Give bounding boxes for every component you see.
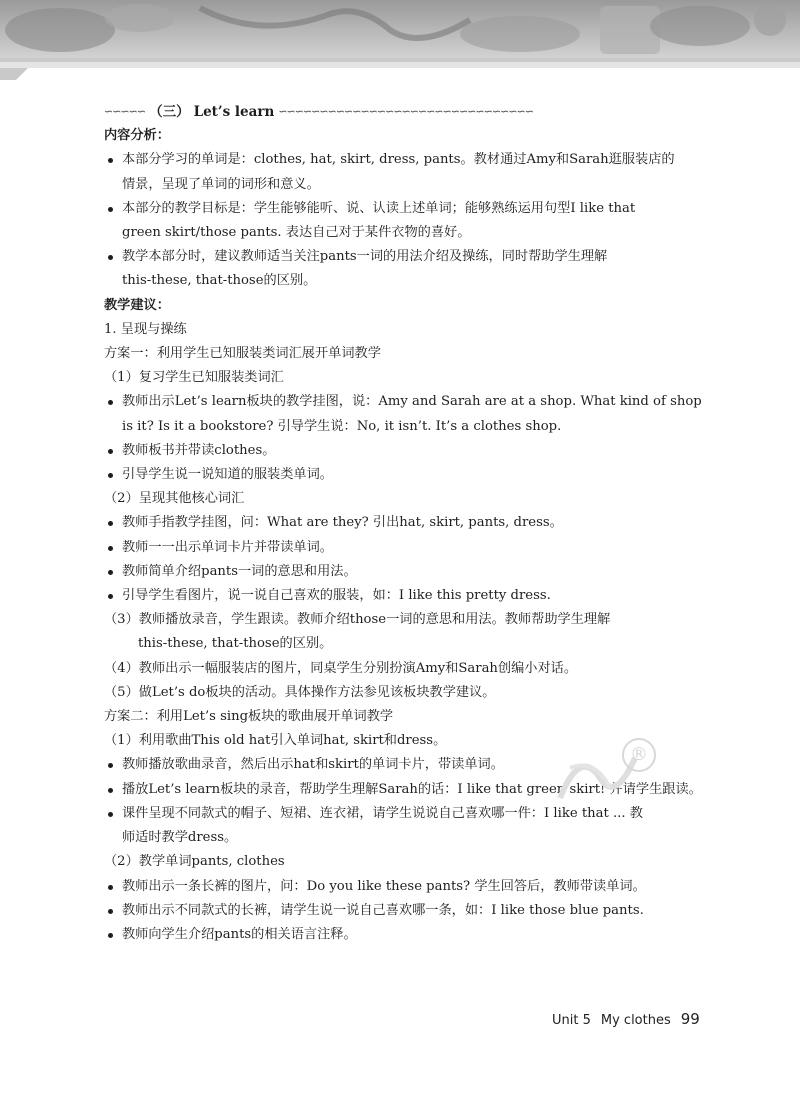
analysis-bullet: 本部分学习的单词是：clothes, hat, skirt, dress, pants。教材通过Amy和Sarah逛服装店的 情景，呈现了单词的词形和意义。 (104, 148, 724, 196)
plan2-step2-bullet: 教师出示不同款式的长裤，请学生说一说自己喜欢哪一条，如：I like those blue pants. (104, 899, 724, 923)
teaching-heading: 教学建议： (104, 297, 170, 313)
plan1-title: 方案一：利用学生已知服装类词汇展开单词教学 (104, 346, 381, 362)
analysis-bullet: 本部分的教学目标是：学生能够能听、说、认读上述单词；能够熟练运用句型I like that green skirt/those pants. 表达自己对于某件衣物的喜好。 (104, 197, 724, 245)
section-heading (104, 100, 724, 124)
footer-unit: Unit 5 (552, 1013, 591, 1028)
registered-mark: ® (622, 738, 656, 772)
plan1-step4: （4）教师出示一幅服装店的图片，同桌学生分别扮演Amy和Sarah创编小对话。 (104, 660, 578, 676)
plan2-step1-bullet: 课件呈现不同款式的帽子、短裙、连衣裙，请学生说说自己喜欢哪一件：I like that ... 教 师适时教学dress。 (104, 802, 724, 850)
plan1-step1-bullet: 引导学生说一说知道的服装类单词。 (104, 463, 724, 487)
plan1-step2-bullet: 教师一一出示单词卡片并带读单词。 (104, 536, 724, 560)
plan1-step5: （5）做Let’s do板块的活动。具体操作方法参见该板块教学建议。 (104, 684, 496, 700)
header-banner-illustration (0, 0, 800, 86)
plan2-step2-bullet: 教师出示一条长裤的图片，问：Do you like these pants? 学生回答后，教师带读单词。 (104, 875, 724, 899)
plan2-step2: （2）教学单词pants, clothes (104, 854, 285, 870)
plan1-step1-bullet: 教师出示Let’s learn板块的教学挂图，说：Amy and Sarah are at a shop. What kind of shop is it? Is it a bookstore? 引导学生说：No, it isn’t. It’s a clothes shop. (104, 390, 724, 438)
plan1-step3: （3）教师播放录音，学生跟读。教师介绍those一词的意思和用法。教师帮助学生理解 this-these, that-those的区别。 (104, 612, 611, 652)
plan2-step2-bullet: 教师向学生介绍pants的相关语言注释。 (104, 923, 724, 947)
plan2-step1-bullet: 教师播放歌曲录音，然后出示hat和skirt的单词卡片，带读单词。 (104, 753, 724, 777)
section-title: Let’s learn (193, 104, 275, 120)
plan1-step2: （2）呈现其他核心词汇 (104, 491, 245, 507)
plan1-step1: （1）复习学生已知服装类词汇 (104, 370, 284, 386)
plan1-step1-bullet: 教师板书并带读clothes。 (104, 439, 724, 463)
heading-ornament-right: ∽∽∽∽∽∽∽∽∽∽∽∽∽∽∽∽∽∽∽∽∽∽∽∽∽∽∽∽∽∽∽ (278, 105, 534, 118)
heading-ornament-left: ∽∽∽∽∽ (104, 105, 146, 118)
plan1-step2-bullet: 引导学生看图片，说一说自己喜欢的服装，如：I like this pretty dress. (104, 584, 724, 608)
analysis-bullet: 教学本部分时，建议教师适当关注pants一词的用法介绍及操练，同时帮助学生理解 this-these, that-those的区别。 (104, 245, 724, 293)
plan2-title: 方案二：利用Let’s sing板块的歌曲展开单词教学 (104, 709, 394, 725)
teaching-subheading: 1. 呈现与操练 (104, 321, 187, 337)
page-number: 99 (680, 1010, 700, 1028)
section-prefix: （三） (149, 104, 190, 120)
plan2-step1-bullet: 播放Let’s learn板块的录音，帮助学生理解Sarah的话：I like that green skirt! 并请学生跟读。 (104, 778, 724, 802)
plan1-step2-bullet: 教师手指教学挂图，问：What are they? 引出hat, skirt, pants, dress。 (104, 511, 724, 535)
plan2-step1: （1）利用歌曲This old hat引入单词hat, skirt和dress。 (104, 733, 447, 749)
plan1-step2-bullet: 教师简单介绍pants一词的意思和用法。 (104, 560, 724, 584)
footer-unit-title: My clothes (600, 1013, 671, 1028)
content-analysis-heading: 内容分析： (104, 128, 170, 144)
page-footer (552, 1010, 700, 1028)
